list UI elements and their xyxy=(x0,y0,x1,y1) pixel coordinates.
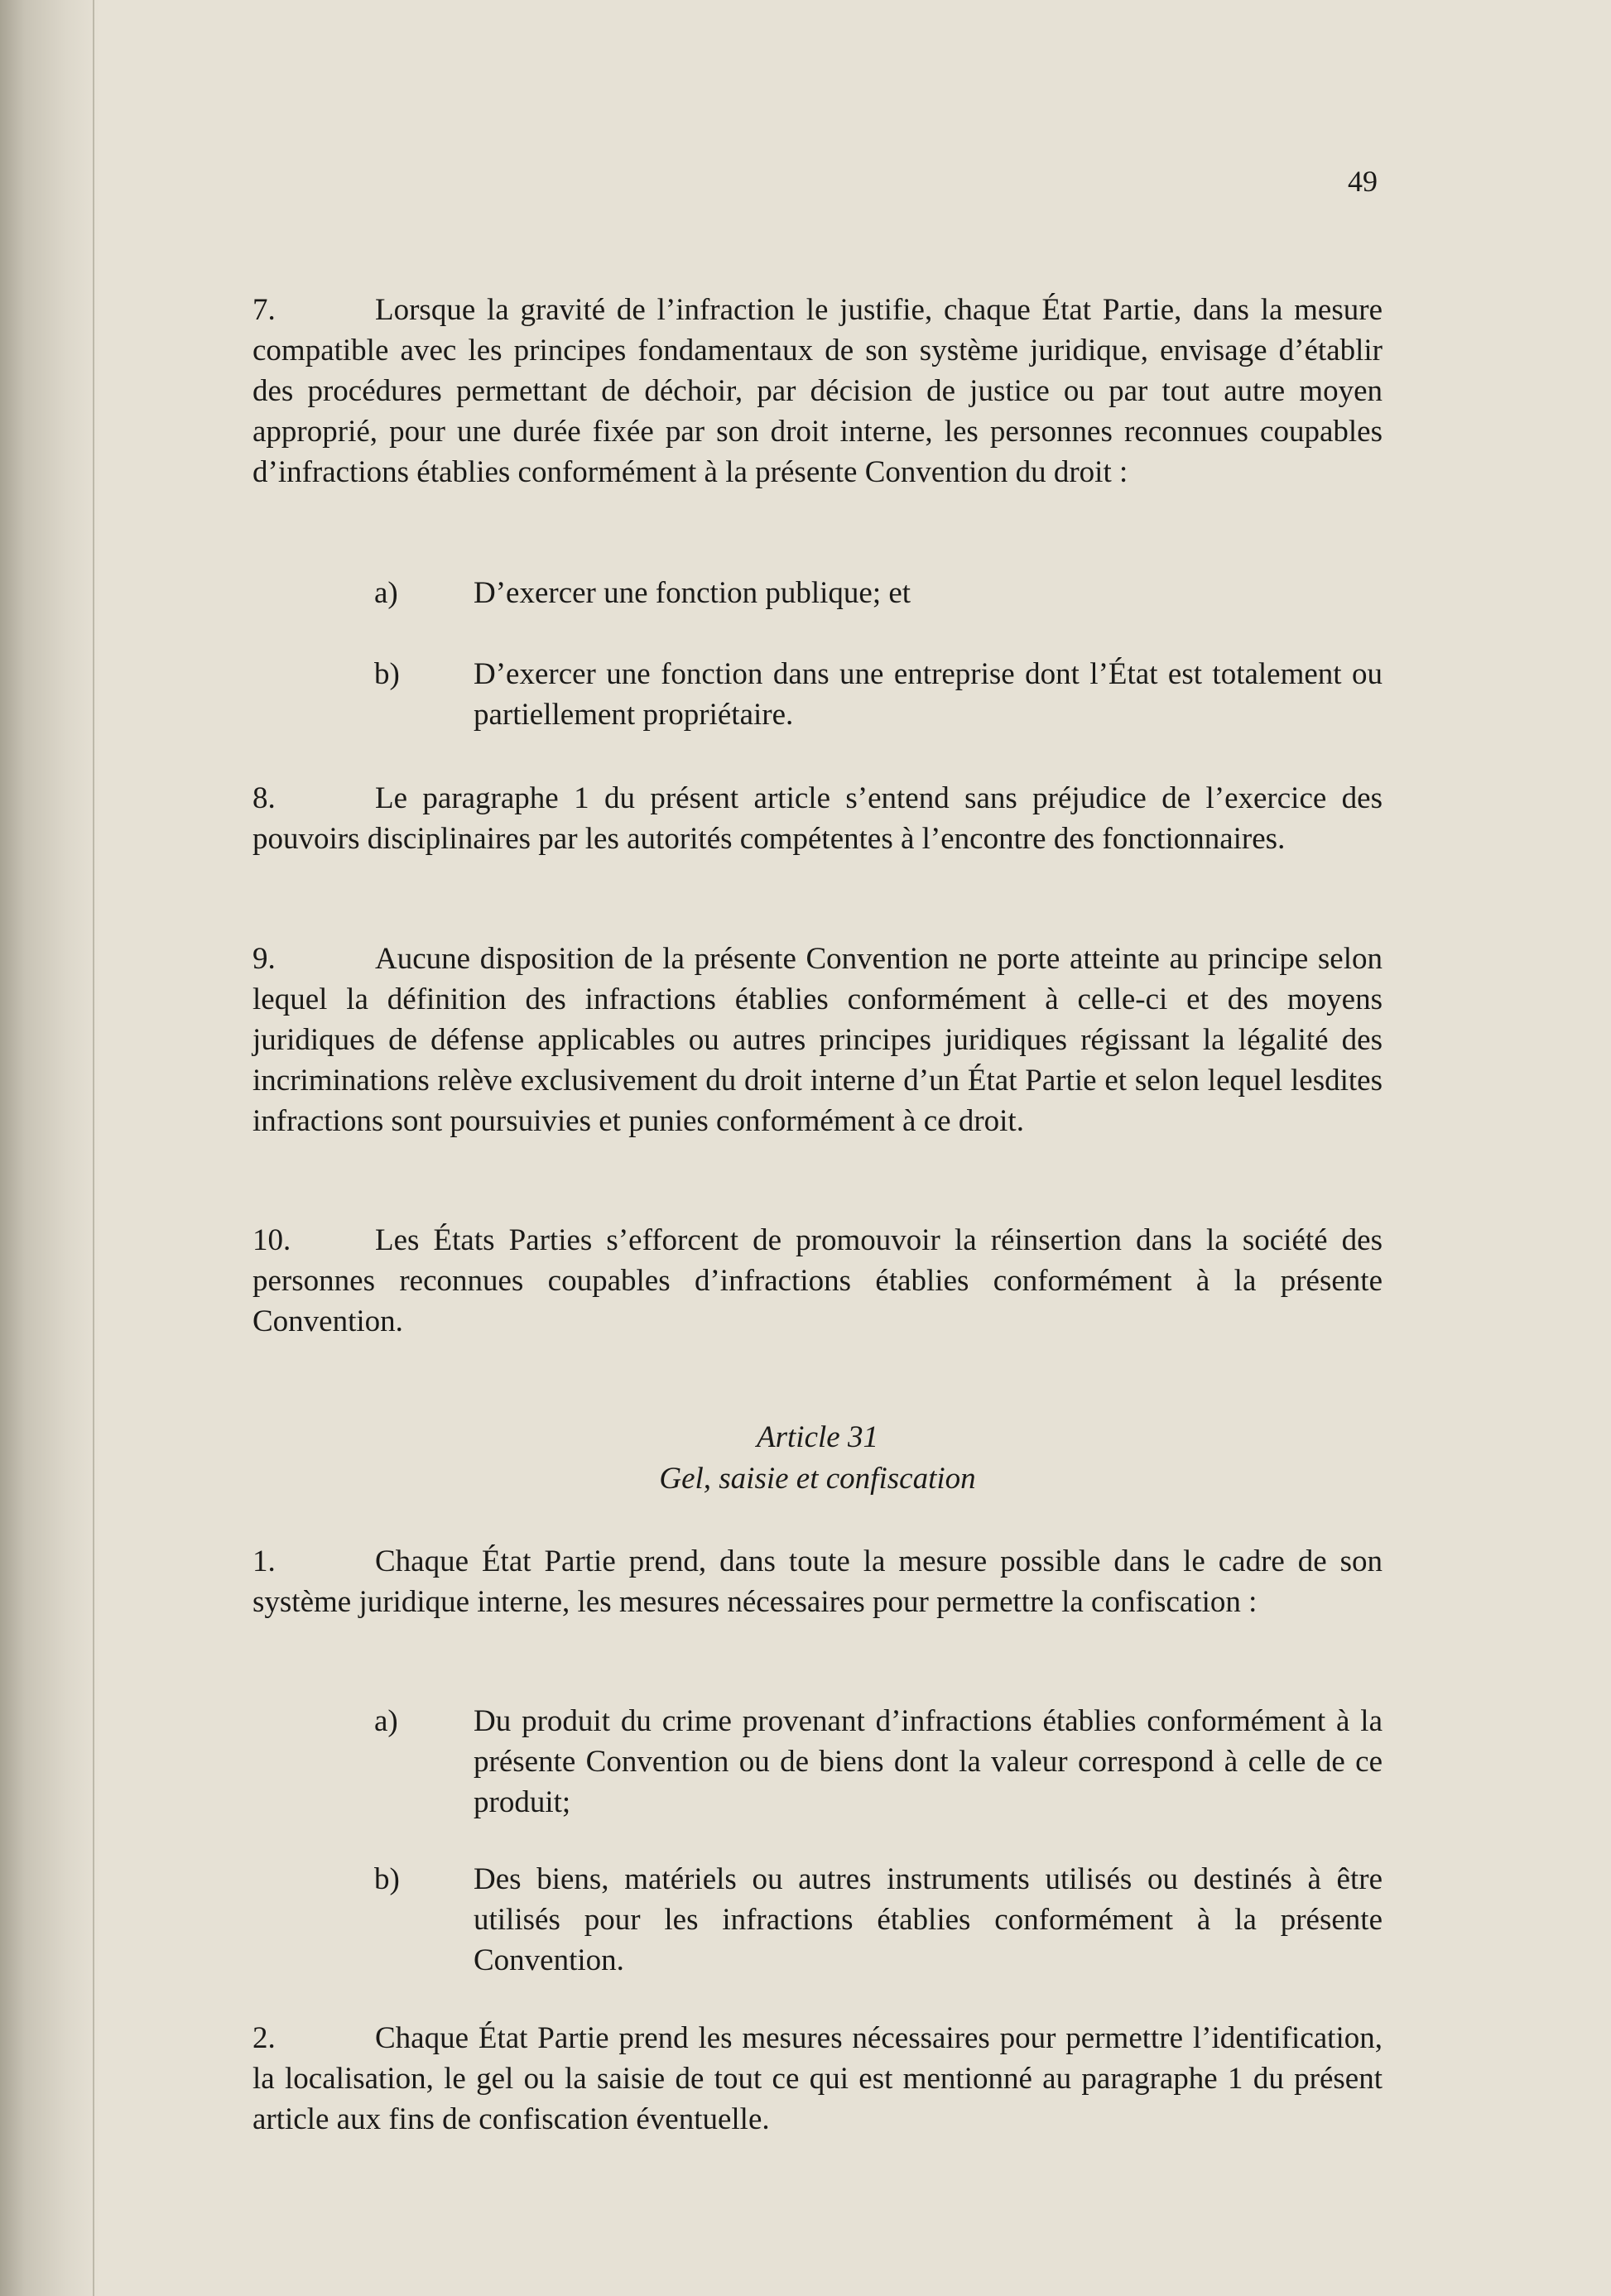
paragraph-number: 7. xyxy=(252,293,276,327)
page-gutter-line xyxy=(93,0,94,2296)
list-marker: a) xyxy=(374,1704,398,1738)
paragraph-text: Les États Parties s’efforcent de promouvoir la réinsertion dans la société des personnes reconnues coupables d’infractions établies conformément à la présente Convention. xyxy=(252,1223,1383,1338)
paragraph-9 xyxy=(252,939,1383,1141)
paragraph-1 xyxy=(252,1541,1383,1622)
list-item-text: D’exercer une fonction publique; et xyxy=(474,576,911,610)
paragraph-text: Aucune disposition de la présente Convention ne porte atteinte au principe selon lequel la définition des infractions établies conformément à celle-ci et des moyens juridiques de défense applicables ou autres principes juridiques régissant la légalité des incriminations relève exclusivement du droit interne d’un État Partie et selon lequel lesdites infractions sont poursuivies et punies conformément à ce droit. xyxy=(252,942,1383,1138)
paragraph-text: Lorsque la gravité de l’infraction le justifie, chaque État Partie, dans la mesure compatible avec les principes fondamentaux de son système juridique, envisage d’établir des procédures permettant de déchoir, par décision de justice ou par tout autre moyen approprié, pour une durée fixée par son droit interne, les personnes reconnues coupables d’infractions établies conformément à la présente Convention du droit : xyxy=(252,293,1383,489)
list-marker: a) xyxy=(374,576,398,610)
paragraph-text: Chaque État Partie prend, dans toute la mesure possible dans le cadre de son système juridique interne, les mesures nécessaires pour permettre la confiscation : xyxy=(252,1544,1383,1619)
list-item-text: D’exercer une fonction dans une entreprise dont l’État est totalement ou partiellement propriétaire. xyxy=(474,657,1383,732)
paragraph-10 xyxy=(252,1220,1383,1342)
article-subtitle: Gel, saisie et confiscation xyxy=(659,1462,976,1496)
paragraph-number: 8. xyxy=(252,781,276,815)
page-number: 49 xyxy=(1348,165,1378,198)
list-marker: b) xyxy=(374,657,400,691)
paragraph-2 xyxy=(252,2018,1383,2140)
list-item-text: Du produit du crime provenant d’infractions établies conformément à la présente Convention ou de biens dont la valeur correspond à celle de ce produit; xyxy=(474,1704,1383,1819)
paragraph-text: Chaque État Partie prend les mesures nécessaires pour permettre l’identification, la localisation, le gel ou la saisie de tout ce qui est mentionné au paragraphe 1 du présent article aux fins de confiscation éventuelle. xyxy=(252,2021,1383,2136)
paragraph-8 xyxy=(252,778,1383,859)
list-marker: b) xyxy=(374,1862,400,1896)
book-spine-shadow xyxy=(0,0,99,2296)
list-item-text: Des biens, matériels ou autres instruments utilisés ou destinés à être utilisés pour les infractions établies conformément à la présente Convention. xyxy=(474,1862,1383,1977)
article-title: Article 31 xyxy=(757,1420,878,1454)
paragraph-text: Le paragraphe 1 du présent article s’entend sans préjudice de l’exercice des pouvoirs disciplinaires par les autorités compétentes à l’encontre des fonctionnaires. xyxy=(252,781,1383,856)
paragraph-7 xyxy=(252,290,1383,492)
paragraph-number: 10. xyxy=(252,1223,291,1257)
paragraph-number: 9. xyxy=(252,942,276,976)
paragraph-number: 2. xyxy=(252,2021,276,2055)
paragraph-number: 1. xyxy=(252,1544,276,1578)
